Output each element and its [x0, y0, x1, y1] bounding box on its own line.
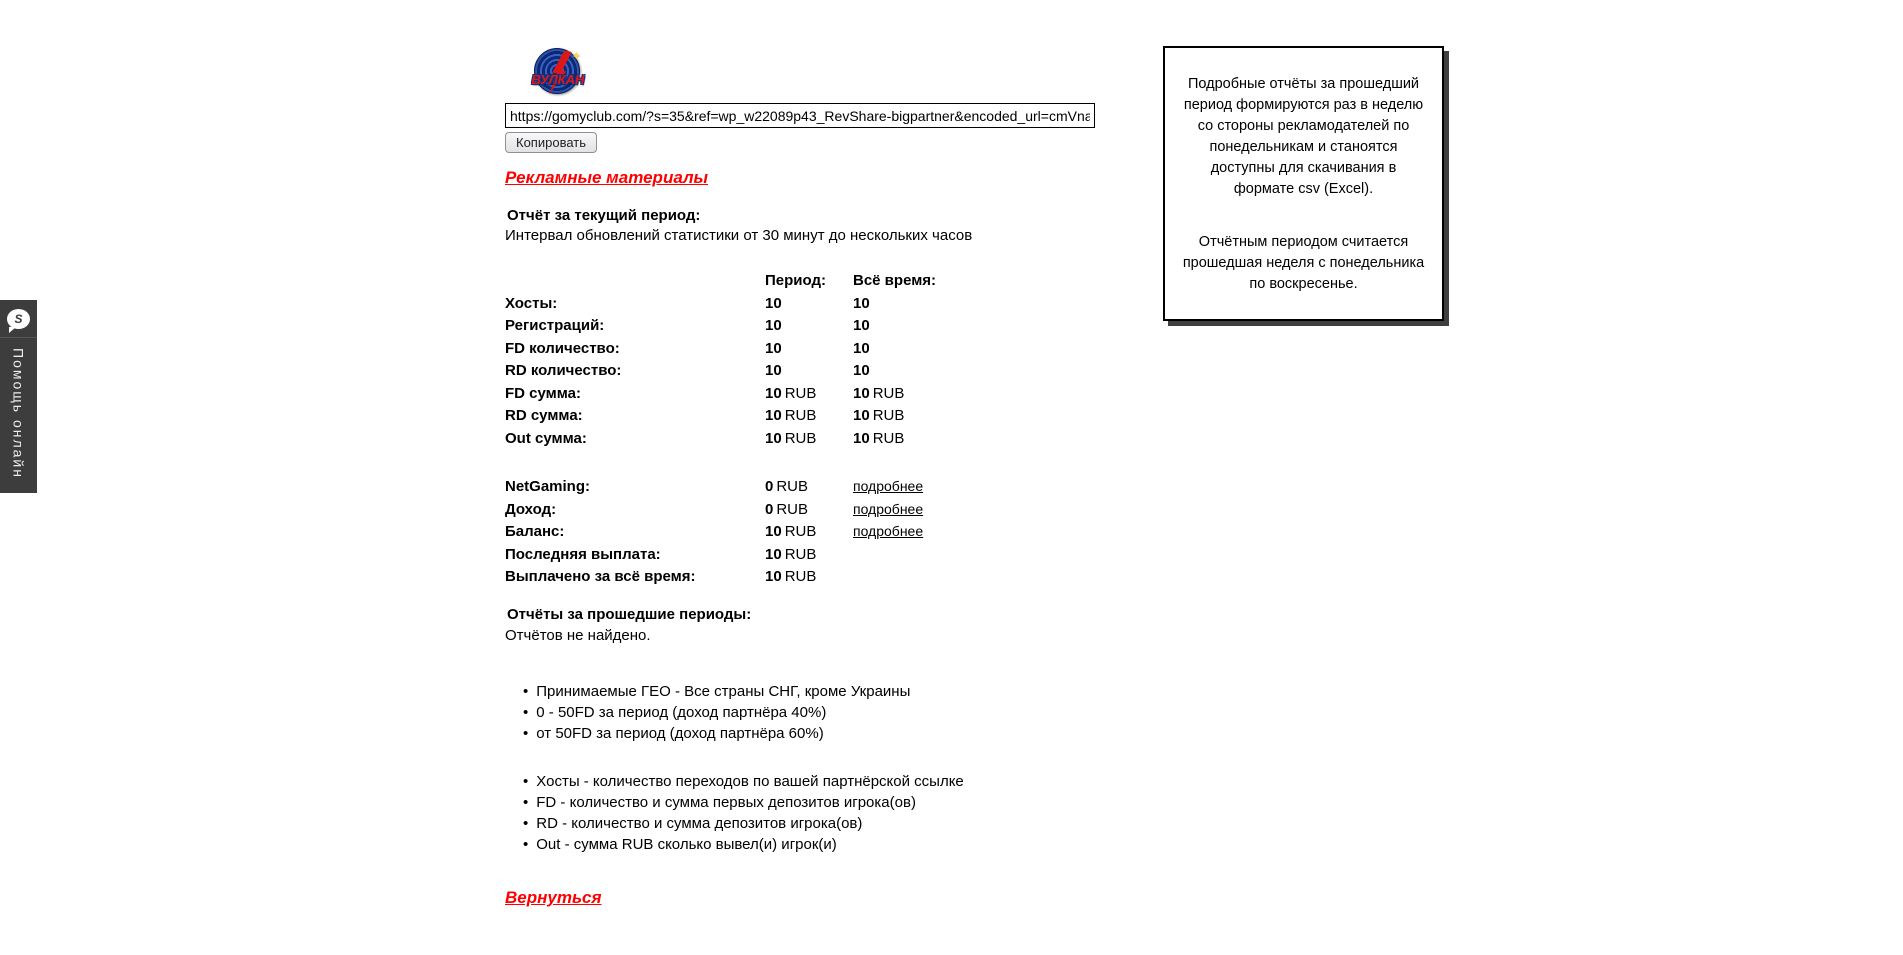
stats-col-all-time: Всё время:: [853, 272, 937, 289]
stats-period-value: [765, 385, 853, 402]
help-tab-label: Помощь онлайн: [10, 348, 27, 479]
unit: RUB: [784, 429, 817, 447]
stats-alltime-value: [853, 362, 1003, 379]
terms-list: [523, 681, 910, 744]
value: 10: [765, 384, 782, 402]
unit: RUB: [784, 523, 817, 540]
stats-alltime-value: [853, 430, 1003, 447]
stats-period-value: [765, 295, 853, 312]
value: 10: [853, 362, 870, 379]
stats-row-label: FD количество:: [505, 339, 620, 357]
value: 10: [765, 317, 782, 334]
list-item: • RD - количество и сумма депозитов игрока(ов): [523, 813, 964, 834]
weekly-reports-info-box: [1163, 46, 1444, 321]
income-details-link[interactable]: подробнее: [853, 500, 924, 517]
stats-row-label: Хосты:: [505, 294, 558, 312]
current-report-note: Интервал обновлений статистики от 30 минут до нескольких часов: [505, 227, 973, 244]
value: 10: [765, 568, 782, 585]
balance-row-label: Последняя выплата:: [505, 545, 661, 563]
list-item: • FD - количество и сумма первых депозитов игрока(ов): [523, 792, 964, 813]
stats-period-value: [765, 340, 853, 357]
chat-bubble-letter: S: [14, 311, 23, 326]
balance-table: [505, 478, 1003, 591]
value: 10: [853, 429, 870, 447]
glossary-list: [523, 771, 964, 855]
value: 0: [765, 478, 774, 495]
past-reports-heading: Отчёты за прошедшие периоды:: [507, 606, 752, 623]
list-item: • Хосты - количество переходов по вашей партнёрской ссылке: [523, 771, 964, 792]
stats-row-label: FD сумма:: [505, 384, 581, 402]
stats-row-label: RD количество:: [505, 362, 622, 379]
past-reports-empty-text: Отчётов не найдено.: [505, 627, 651, 644]
balance-row-label: Баланс:: [505, 523, 565, 540]
stats-row-label: RD сумма:: [505, 407, 583, 424]
promo-materials-link[interactable]: Рекламные материалы: [505, 168, 709, 187]
unit: RUB: [776, 478, 809, 495]
balance-value: [765, 568, 853, 585]
current-report-heading: Отчёт за текущий период:: [507, 207, 701, 224]
unit: RUB: [872, 384, 905, 402]
logo-brand-text: ВУЛКАН: [531, 72, 585, 87]
balance-row-label: NetGaming:: [505, 478, 591, 495]
value: 10: [765, 362, 782, 379]
balance-value: [765, 523, 853, 540]
value: 0: [765, 500, 774, 518]
chat-icon-section[interactable]: [0, 300, 37, 338]
stats-alltime-value: [853, 295, 1003, 312]
balance-details-link[interactable]: подробнее: [853, 523, 924, 539]
value: 10: [765, 523, 782, 540]
stats-alltime-value: [853, 385, 1003, 402]
referral-url-input[interactable]: [505, 103, 1095, 128]
value: 10: [853, 407, 870, 424]
back-link[interactable]: Вернуться: [505, 888, 602, 907]
star-icon: ✦: [571, 51, 581, 63]
value: 10: [765, 429, 782, 447]
info-box-paragraph: Отчётным периодом считается прошедшая неделя с понедельника по воскресенье.: [1182, 234, 1425, 292]
vulkan-logo: [527, 48, 589, 100]
stats-table: [505, 272, 1003, 452]
unit: RUB: [776, 500, 809, 518]
value: 10: [853, 339, 870, 357]
unit: RUB: [784, 407, 817, 424]
value: 10: [765, 545, 782, 563]
value: 10: [853, 317, 870, 334]
list-item: • Out - сумма RUB сколько вывел(и) игрок(и): [523, 834, 964, 855]
balance-value: [765, 546, 853, 563]
balance-value: [765, 501, 853, 518]
stats-row-label: Out сумма:: [505, 429, 587, 447]
value: 10: [853, 294, 870, 312]
value: 10: [765, 407, 782, 424]
value: 10: [765, 339, 782, 357]
netgaming-details-link[interactable]: подробнее: [853, 478, 924, 494]
stats-alltime-value: [853, 340, 1003, 357]
unit: RUB: [784, 545, 817, 563]
online-help-tab[interactable]: [0, 300, 37, 493]
stats-alltime-value: [853, 317, 1003, 334]
value: 10: [765, 294, 782, 312]
balance-row-label: Выплачено за всё время:: [505, 568, 696, 585]
balance-value: [765, 478, 853, 495]
unit: RUB: [784, 568, 817, 585]
stats-period-value: [765, 362, 853, 379]
stats-row-label: Регистраций:: [505, 317, 605, 334]
unit: RUB: [872, 429, 905, 447]
balance-row-label: Доход:: [505, 500, 557, 518]
copy-button[interactable]: Копировать: [505, 132, 597, 153]
chat-bubble-icon: [7, 309, 30, 329]
stats-period-value: [765, 317, 853, 334]
list-item: • от 50FD за период (доход партнёра 60%): [523, 723, 910, 744]
list-item: • 0 - 50FD за период (доход партнёра 40%): [523, 702, 910, 723]
value: 10: [853, 384, 870, 402]
stats-period-value: [765, 430, 853, 447]
stats-alltime-value: [853, 407, 1003, 424]
list-item: • Принимаемые ГЕО - Все страны СНГ, кроме Украины: [523, 681, 910, 702]
stats-col-period: Период:: [765, 272, 826, 289]
unit: RUB: [872, 407, 905, 424]
info-box-paragraph: Подробные отчёты за прошедший период формируются раз в неделю со стороны рекламодателей по понедельникам и станоятся доступны для скачивания в формате csv (Excel).: [1183, 76, 1424, 197]
unit: RUB: [784, 384, 817, 402]
stats-period-value: [765, 407, 853, 424]
